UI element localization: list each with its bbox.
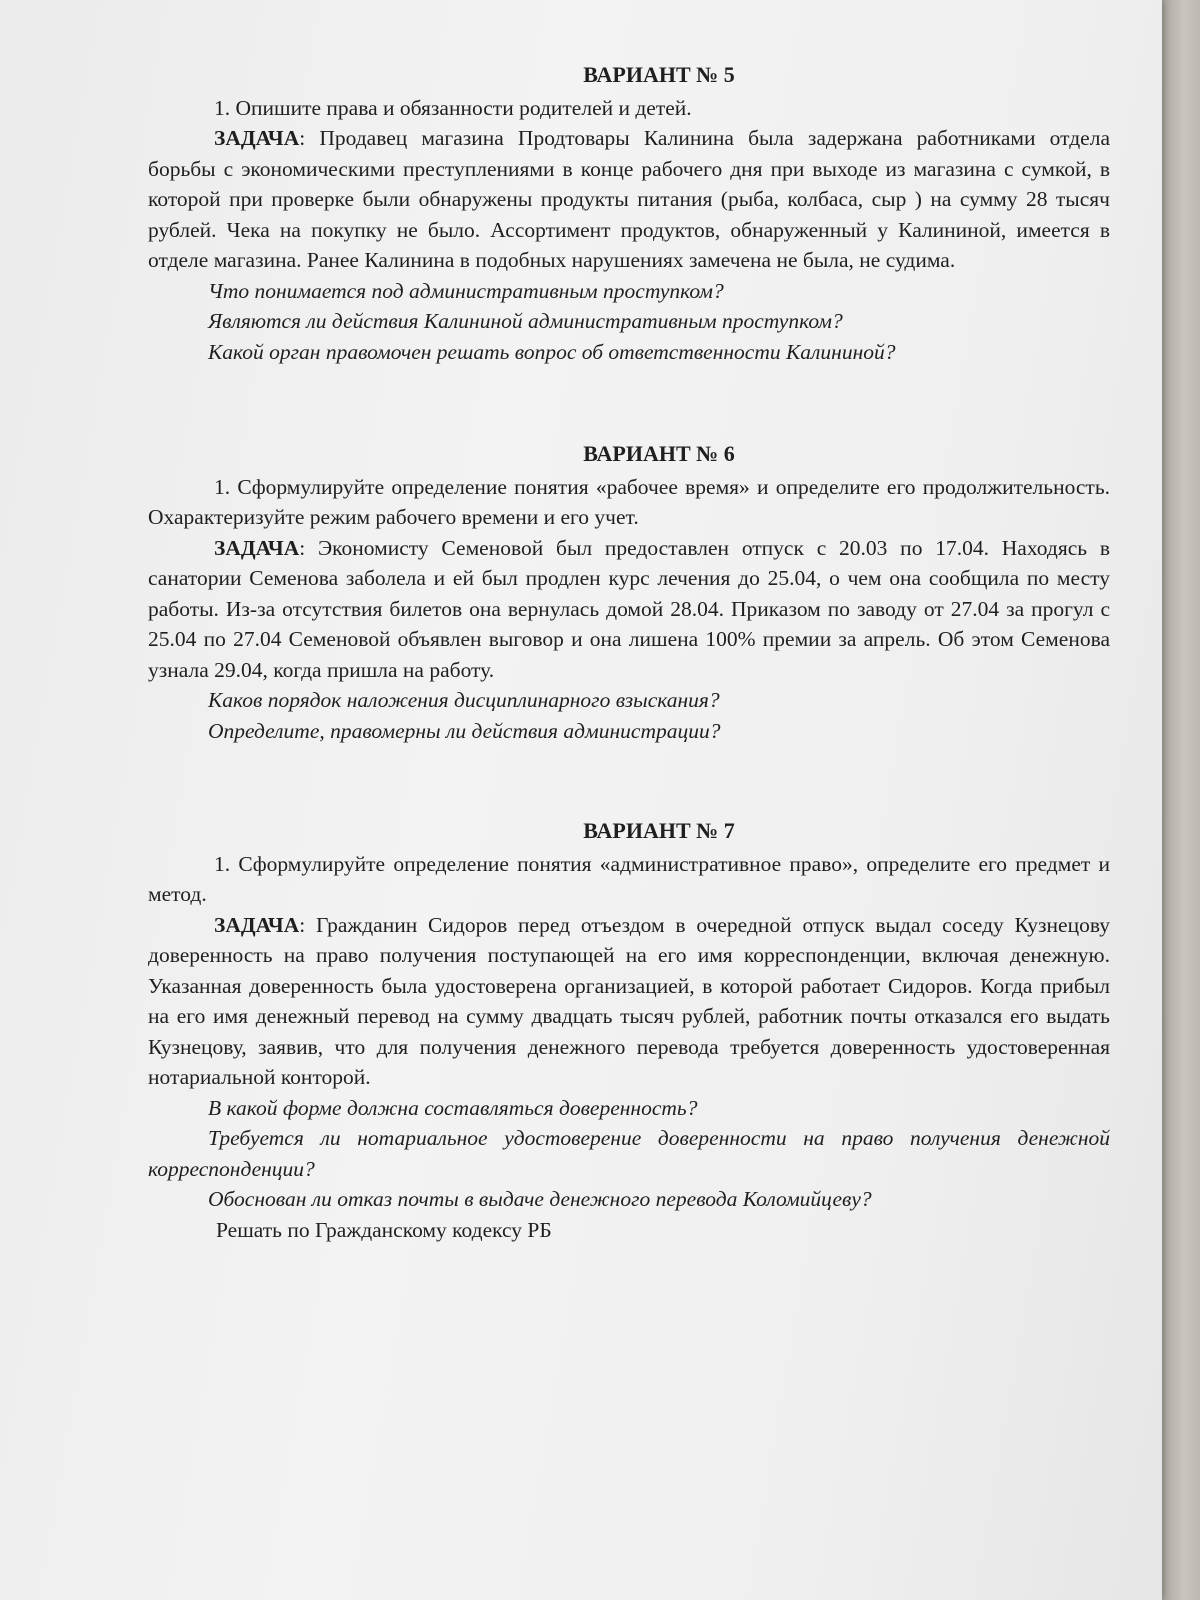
- variant-section: [148, 60, 1110, 367]
- theory-question: 1. Сформулируйте определение понятия «административное право», определите его предмет и метод.: [148, 851, 1110, 906]
- section-spacer: [148, 367, 1110, 439]
- document-content: [148, 60, 1110, 1245]
- task-label: ЗАДАЧА: [214, 912, 300, 937]
- variant-section: [148, 816, 1110, 1245]
- task-question: Определите, правомерны ли действия администрации?: [208, 718, 721, 743]
- variant-heading: ВАРИАНТ № 7: [583, 818, 735, 843]
- task-question: Какой орган правомочен решать вопрос об ответственности Калининой?: [208, 339, 896, 364]
- variant-heading: ВАРИАНТ № 6: [583, 441, 735, 466]
- task-text: : Гражданин Сидоров перед отъездом в очередной отпуск выдал соседу Кузнецову доверенность на право получения поступающей на его имя корреспонденции, включая денежную. Указанная доверенность была удостоверена организацией, в которой работает Сидоров. Когда прибыл на его имя денежный перевод на сумму двадцать тысяч рублей, работник почты отказался его выдать Кузнецову, заявив, что для получения денежного перевода требуется доверенность удостоверенная нотариальной конторой.: [148, 912, 1110, 1089]
- variant-heading: ВАРИАНТ № 5: [583, 62, 735, 87]
- task-question: Обоснован ли отказ почты в выдаче денежного перевода Коломийцеву?: [208, 1187, 872, 1211]
- task-paragraph: [148, 123, 1110, 276]
- task-text: : Экономисту Семеновой был предоставлен отпуск с 20.03 по 17.04. Находясь в санатории Семенова заболела и ей был продлен курс лечения до 25.04, о чем она сообщила по месту работы. Из-за отсутствия билетов она вернулась домой 28.04. Приказом по заводу от 27.04 за прогул с 25.04 по 27.04 Семеновой объявлен выговор и она лишена 100% премии за апрель. Об этом Семенова узнала 29.04, когда пришла на работу.: [148, 535, 1110, 682]
- task-label: ЗАДАЧА: [214, 126, 300, 150]
- task-question: Являются ли действия Калининой административным проступком?: [208, 309, 843, 333]
- task-question: Требуется ли нотариальное удостоверение доверенности на право получения денежной корреспонденции?: [148, 1126, 1110, 1181]
- task-question: Каков порядок наложения дисциплинарного взыскания?: [208, 688, 720, 712]
- task-text: : Продавец магазина Продтовары Калинина была задержана работниками отдела борьбы с экономическими преступлениями в конце рабочего дня при выходе из магазина с сумкой, в которой при проверке были обнаружены продукты питания (рыба, колбаса, сыр ) на сумму 28 тысяч рублей. Чека на покупку не было. Ассортимент продуктов, обнаруженный у Калининой, имеется в отделе магазина. Ранее Калинина в подобных нарушениях замечена не была, не судима.: [148, 126, 1110, 272]
- task-paragraph: [148, 533, 1110, 686]
- theory-question: 1. Сформулируйте определение понятия «рабочее время» и определите его продолжительность. Охарактеризуйте режим рабочего времени и его учет.: [148, 474, 1110, 529]
- task-label: ЗАДАЧА: [214, 535, 300, 560]
- section-spacer: [148, 746, 1110, 816]
- task-paragraph: [148, 910, 1110, 1093]
- desk-surface: [1160, 0, 1200, 1600]
- task-question: В какой форме должна составляться доверенность?: [208, 1095, 698, 1120]
- footer-note: Решать по Гражданскому кодексу РБ: [216, 1217, 552, 1242]
- variant-section: [148, 439, 1110, 746]
- theory-question: 1. Опишите права и обязанности родителей и детей.: [214, 95, 692, 120]
- task-question: Что понимается под административным проступком?: [208, 278, 724, 303]
